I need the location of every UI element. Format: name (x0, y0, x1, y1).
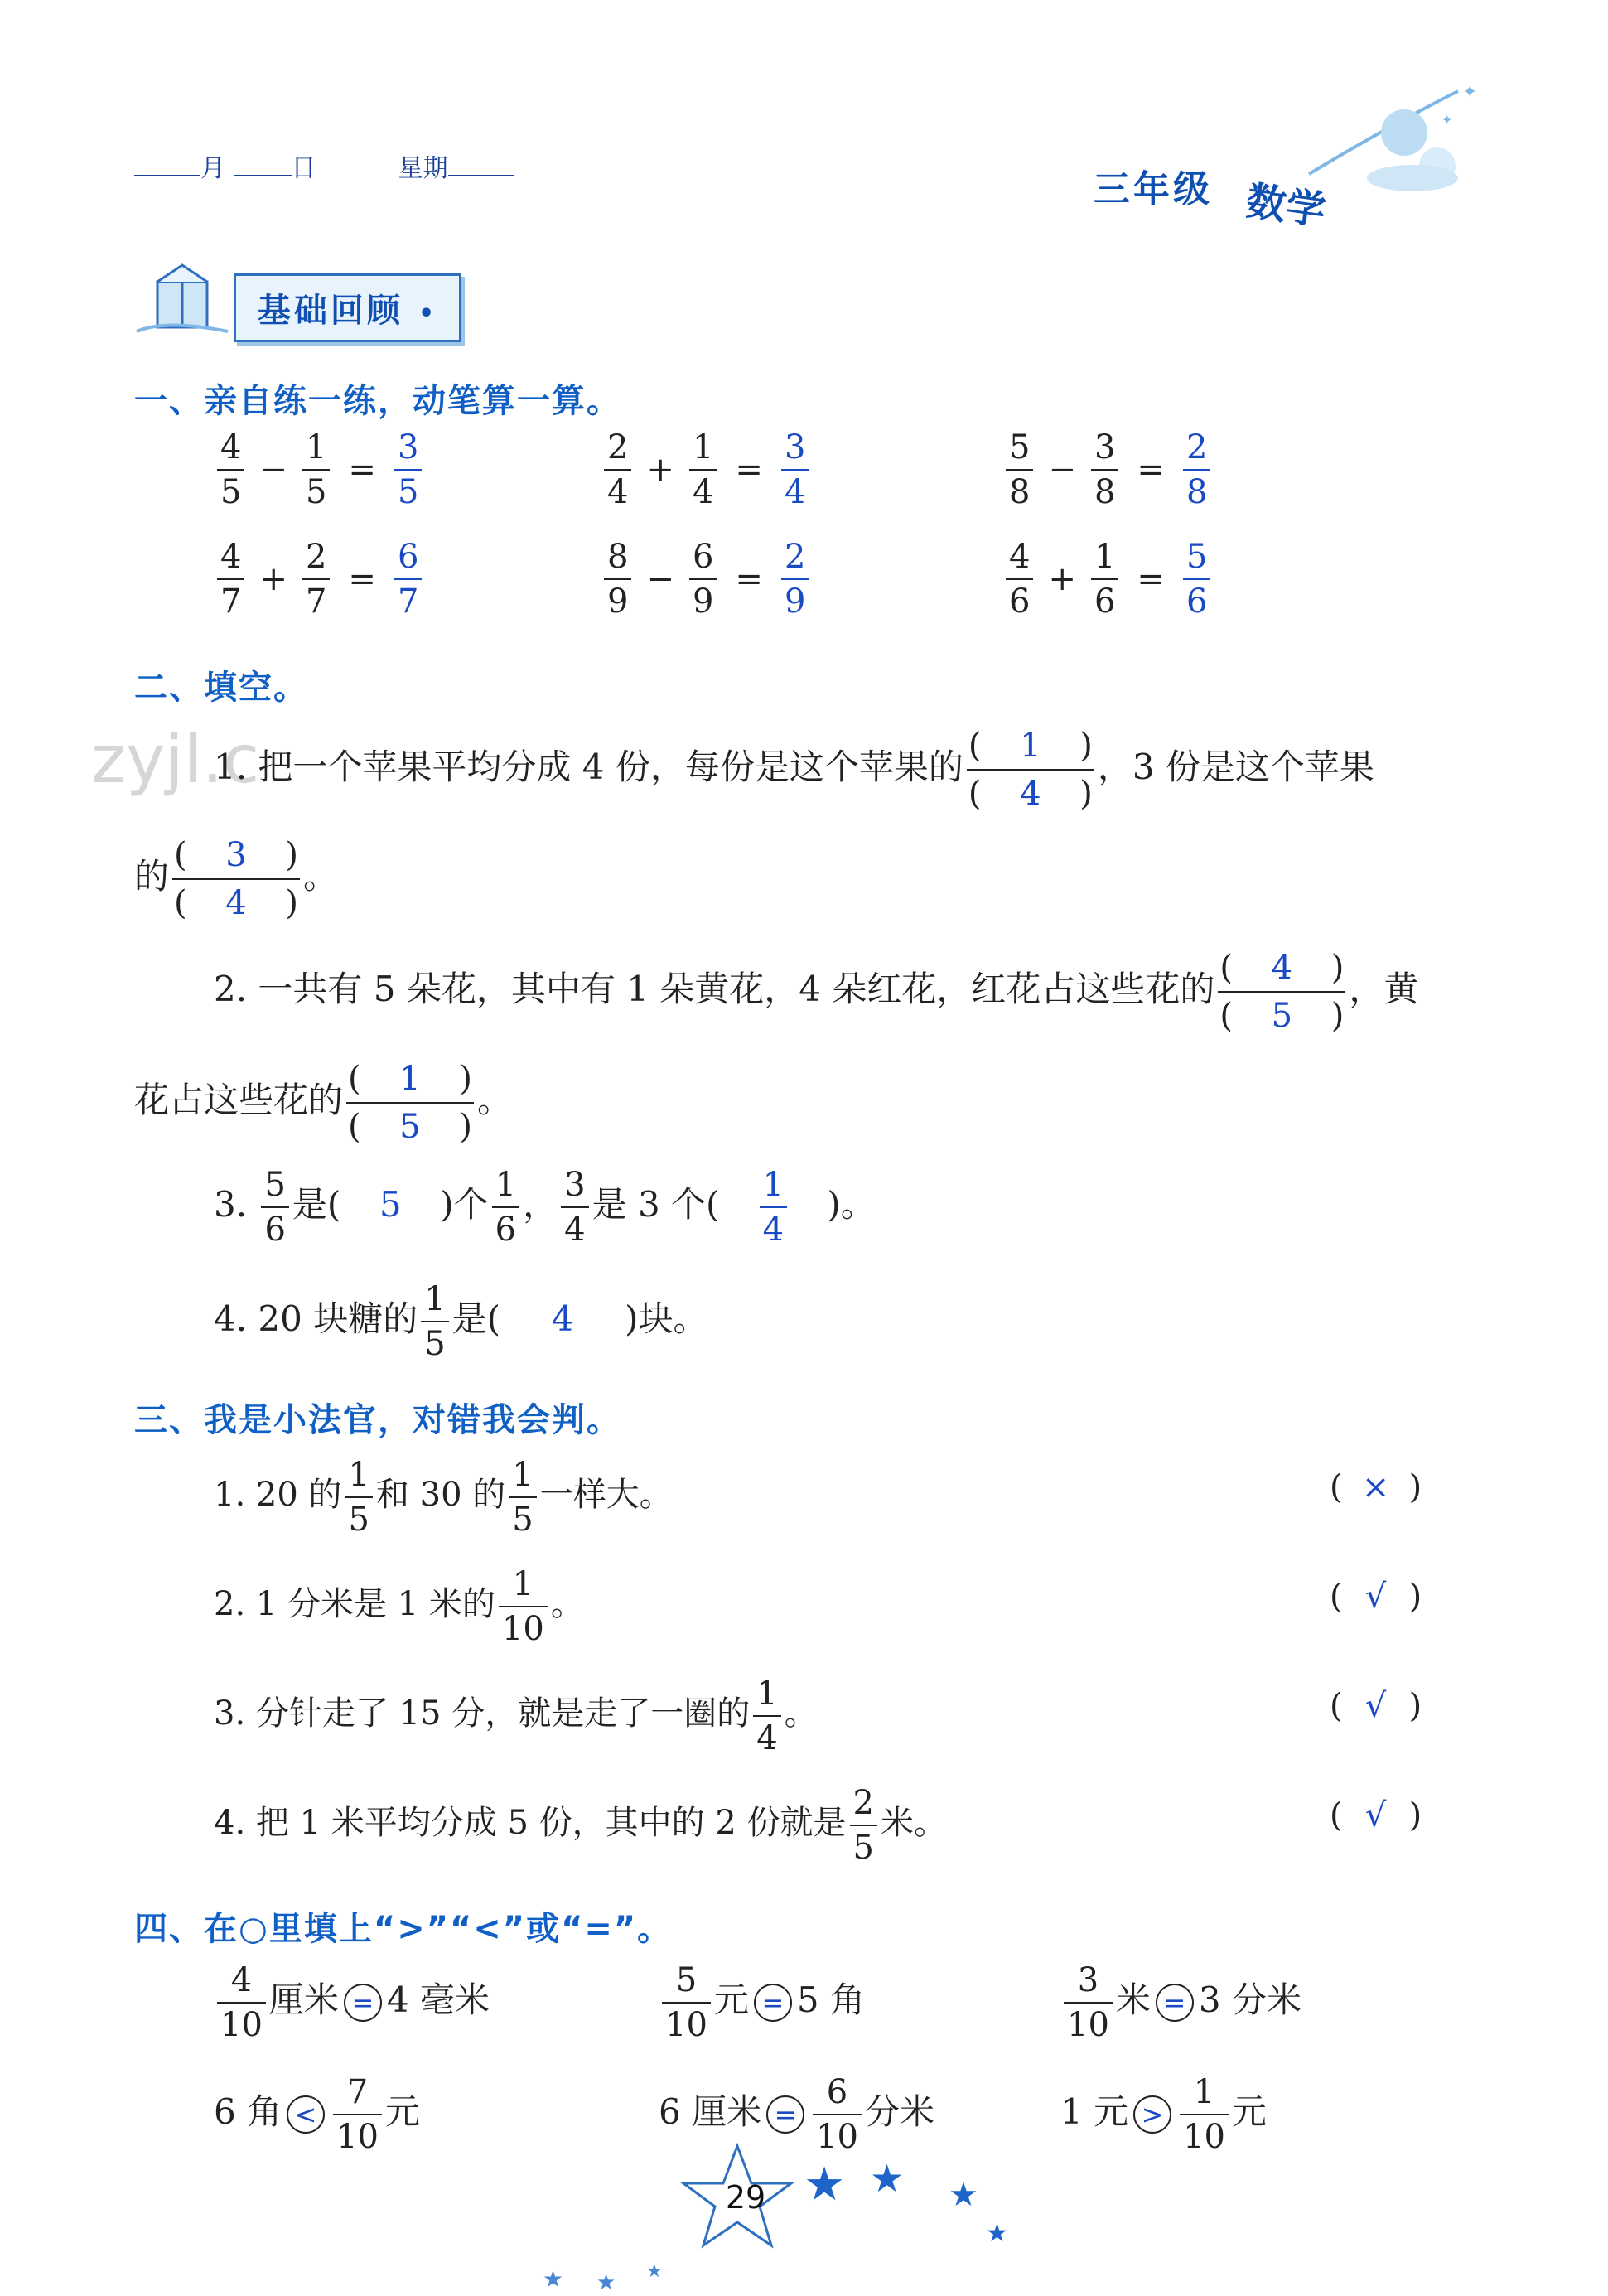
svg-text:★: ★ (870, 2156, 905, 2201)
fraction: $\frac{7}{10}$ (333, 2076, 382, 2153)
fraction: $\frac{2}{4}$ (604, 431, 631, 509)
section-badge: 基础回顾 • (234, 273, 461, 342)
fraction: $\frac{4}{6}$ (1006, 540, 1033, 618)
section4-title: 四、在○里填上“>”“<”或“=”。 (134, 1910, 673, 1948)
fraction: $\frac{5}{6}$ (1183, 540, 1210, 618)
svg-text:★: ★ (543, 2265, 564, 2293)
q2-3: 3. $\frac{5}{6}$ 是( 5 )个 $\frac{1}{6}$ ， $\frac{3}{4}$ 是 3 个( $\frac{1}{4}$ )。 (214, 1166, 876, 1249)
fraction: $\frac{2}{9}$ (781, 540, 809, 618)
judge-item: 2. 1 分米是 1 米的 $\frac{1}{10}$ 。 (214, 1565, 584, 1648)
q2-4-answer: 4 (551, 1298, 574, 1339)
fraction: $\frac{4}{5}$ (217, 431, 244, 509)
fraction: $\frac{1}{10}$ (499, 1568, 548, 1646)
svg-text:★: ★ (949, 2176, 978, 2214)
compare-item: $\frac{5}{10}$ 元 = 5 角 (659, 1964, 865, 2042)
fraction: $\frac{3}{8}$ (1091, 431, 1118, 509)
compare-item: $\frac{4}{10}$ 厘米 = 4 毫米 (214, 1964, 490, 2042)
gift-box-icon (133, 249, 232, 340)
stars-decoration-icon (530, 2138, 1044, 2295)
fraction: $\frac{1}{4}$ (753, 1677, 780, 1755)
section1-title: 一、亲自练一练，动笔算一算。 (134, 382, 621, 420)
svg-text:✦: ✦ (1462, 82, 1478, 103)
svg-text:★: ★ (596, 2270, 616, 2295)
section3-title: 三、我是小法官，对错我会判。 (134, 1401, 621, 1439)
svg-text:✦: ✦ (1441, 112, 1453, 128)
fraction: $\frac{5}{8}$ (1006, 431, 1033, 509)
fraction: $\frac{1}{5}$ (345, 1458, 373, 1536)
grade-label: 三年级 (1094, 168, 1213, 210)
compare-item: 6 厘米 = $\frac{6}{10}$ 分米 (659, 2073, 934, 2156)
fraction: $\frac{3}{10}$ (1064, 1964, 1113, 2042)
subject-label: 数学 (1243, 177, 1329, 235)
q2-3-answer1: 5 (379, 1184, 402, 1225)
q2-2-answer2: ( 1 ) ( 5 ) (348, 1060, 473, 1146)
day-label: 日 (291, 154, 316, 183)
q2-2-line2: 花占这些花的 ( 1 ) ( 5 ) 。 (134, 1060, 513, 1146)
arithmetic-problem: $\frac{8}{9}$ − $\frac{6}{9}$ = $\frac{2}{9}$ (601, 540, 812, 618)
judge-mark: ( √ ) (1330, 1796, 1422, 1834)
fraction: $\frac{4}{10}$ (217, 1964, 266, 2042)
moon-decoration-icon (1276, 75, 1478, 199)
watermark: zyjl.c (91, 721, 260, 798)
fraction: $\frac{3}{4}$ (781, 431, 809, 509)
judge-mark: ( × ) (1330, 1468, 1422, 1506)
q2-2-line1: 2. 一共有 5 朵花，其中有 1 朵黄花，4 朵红花，红花占这些花的 ( 4 ) ( 5 ) ，黄 (214, 949, 1419, 1035)
fraction: $\frac{5}{10}$ (662, 1964, 711, 2042)
compare-circle[interactable]: = (344, 1984, 382, 2022)
q2-1-answer1: ( 1 ) ( 4 ) (968, 727, 1093, 813)
fraction: $\frac{6}{9}$ (689, 540, 717, 618)
compare-circle[interactable]: = (754, 1984, 792, 2022)
q2-1-line1: 1. 把一个苹果平均分成 4 份，每份是这个苹果的 ( 1 ) ( 4 ) ，3 份是这个苹果 (214, 727, 1374, 813)
fraction: $\frac{8}{9}$ (604, 540, 631, 618)
fraction: $\frac{2}{7}$ (302, 540, 330, 618)
fraction: $\frac{3}{5}$ (394, 431, 422, 509)
weekday-label: 星期 (398, 154, 448, 183)
judge-mark: ( √ ) (1330, 1687, 1422, 1725)
compare-circle[interactable]: > (1133, 2095, 1171, 2134)
fraction: $\frac{1}{10}$ (1180, 2076, 1229, 2153)
judge-item: 3. 分针走了 15 分，就是走了一圈的 $\frac{1}{4}$ 。 (214, 1675, 818, 1757)
page-number: 29 (725, 2179, 766, 2216)
section2-title: 二、填空。 (134, 669, 308, 707)
svg-text:★: ★ (804, 2158, 846, 2211)
q2-2-answer1: ( 4 ) ( 5 ) (1219, 949, 1345, 1035)
date-line (134, 147, 514, 184)
fraction: $\frac{2}{8}$ (1183, 431, 1210, 509)
compare-item: $\frac{3}{10}$ 米 = 3 分米 (1060, 1964, 1301, 2042)
arithmetic-problem: $\frac{4}{5}$ − $\frac{1}{5}$ = $\frac{3}{5}$ (214, 431, 425, 509)
fraction: $\frac{6}{7}$ (394, 540, 422, 618)
badge-label: 基础回顾 (258, 292, 403, 330)
fraction: $\frac{1}{4}$ (689, 431, 717, 509)
fraction: $\frac{2}{5}$ (850, 1786, 877, 1864)
q2-3-answer2: $\frac{1}{4}$ (760, 1168, 787, 1246)
judge-item: 1. 20 的 $\frac{1}{5}$ 和 30 的 $\frac{1}{5}$ 一样大。 (214, 1456, 673, 1539)
compare-item: 1 元 > $\frac{1}{10}$ 元 (1060, 2073, 1267, 2156)
compare-circle[interactable]: = (766, 2095, 804, 2134)
q2-4: 4. 20 块糖的 $\frac{1}{5}$ 是( 4 )块。 (214, 1280, 708, 1363)
fraction: $\frac{1}{5}$ (509, 1458, 536, 1536)
arithmetic-problem: $\frac{4}{7}$ + $\frac{2}{7}$ = $\frac{6}{7}$ (214, 540, 425, 618)
judge-mark: ( √ ) (1330, 1578, 1422, 1616)
q2-1-answer2: ( 3 ) ( 4 ) (174, 836, 299, 922)
arithmetic-problem: $\frac{5}{8}$ − $\frac{3}{8}$ = $\frac{2}{8}$ (1002, 431, 1214, 509)
compare-circle[interactable]: < (287, 2095, 325, 2134)
month-label: 月 (200, 154, 225, 183)
compare-circle[interactable]: = (1156, 1984, 1194, 2022)
arithmetic-problem: $\frac{2}{4}$ + $\frac{1}{4}$ = $\frac{3}{4}$ (601, 431, 812, 509)
svg-text:★: ★ (986, 2219, 1008, 2248)
arithmetic-problem: $\frac{4}{6}$ + $\frac{1}{6}$ = $\frac{5}{6}$ (1002, 540, 1214, 618)
fraction: $\frac{6}{10}$ (813, 2076, 862, 2153)
svg-text:★: ★ (646, 2261, 663, 2282)
fraction: $\frac{4}{7}$ (217, 540, 244, 618)
fraction: $\frac{1}{5}$ (302, 431, 330, 509)
judge-item: 4. 把 1 米平均分成 5 份，其中的 2 份就是 $\frac{2}{5}$ 米。 (214, 1784, 947, 1867)
compare-item: 6 角 < $\frac{7}{10}$ 元 (214, 2073, 420, 2156)
fraction: $\frac{1}{6}$ (1091, 540, 1118, 618)
q2-1-line2: 的 ( 3 ) ( 4 ) 。 (134, 836, 339, 922)
